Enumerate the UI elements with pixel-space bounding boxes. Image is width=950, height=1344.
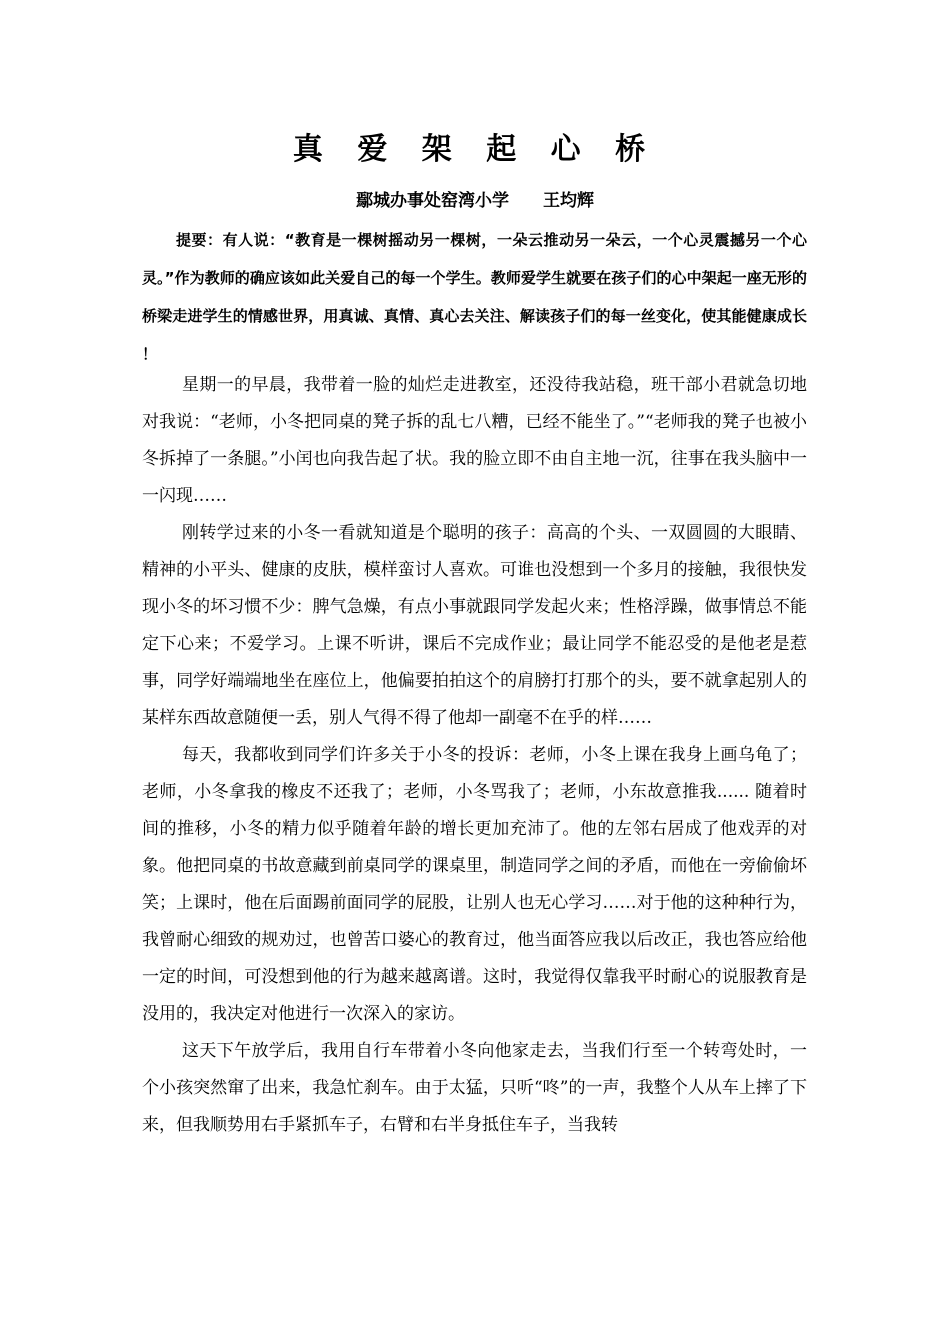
- author-line: [0, 188, 950, 214]
- document-title: 真 爱 架 起 心 桥: [292, 132, 658, 167]
- paragraph: 星期一的早晨，我带着一脸的灿烂走进教室，还没待我站稳，班干部小君就急切地对我说：“老师，小冬把同桌的凳子拆的乱七八糟，已经不能坐了。”“老师我的凳子也被小冬拆掉了一条腿。”小闰也向我告起了状。我的脸立即不由自主地一沉，往事在我头脑中一一闪现……: [142, 375, 807, 506]
- abstract: 提要：有人说：“教育是一棵树摇动另一棵树，一朵云推动另一朵云，一个心灵震撼另一个心灵。”作为教师的确应该如此关爱自己的每一个学生。教师爱学生就要在孩子们的心中架起一座无形的桥梁走进学生的情感世界，用真诚、真情、真心去关注、解读孩子们的每一丝变化，使其能健康成长 ！: [142, 231, 807, 363]
- article-body: [142, 367, 807, 1144]
- author-school: 鄢城办事处窑湾小学: [356, 191, 509, 211]
- paragraph: 刚转学过来的小冬一看就知道是个聪明的孩子：高高的个头、一双圆圆的大眼睛、精神的小平头、健康的皮肤，模样蛮讨人喜欢。可谁也没想到一个多月的接触，我很快发现小冬的坏习惯不少：脾气急燥，有点小事就跟同学发起火来；性格浮躁，做事情总不能定下心来；不爱学习。上课不听讲，课后不完成作业；最让同学不能忍受的是他老是惹事，同学好端端地坐在座位上，他偏要拍拍这个的肩膀打打那个的头，要不就拿起别人的某样东西故意随便一丢，别人气得不得了他却一副毫不在乎的样……: [142, 523, 807, 728]
- paragraph: 这天下午放学后，我用自行车带着小冬向他家走去，当我们行至一个转弯处时，一个小孩突然窜了出来，我急忙刹车。由于太猛，只听“咚”的一声，我整个人从车上摔了下来，但我顺势用右手紧抓车子，右臂和右半身抵住车子，当我转: [142, 1041, 807, 1135]
- paragraph: 每天，我都收到同学们许多关于小冬的投诉：老师，小冬上课在我身上画乌龟了；老师，小冬拿我的橡皮不还我了；老师，小冬骂我了；老师，小东故意推我...... 随着时间的推移，小冬的精力似乎随着年龄的增长更加充沛了。他的左邻右居成了他戏弄的对象。他把同桌的书故意藏到前桌同学的课桌里，制造同学之间的矛盾，而他在一旁偷偷坏笑；上课时，他在后面踢前面同学的屁股，让别人也无心学习……对于他的这种种行为，我曾耐心细致的规劝过，也曾苦口婆心的教育过，他当面答应我以后改正，我也答应给他一定的时间，可没想到他的行为越来越离谱。这时，我觉得仅靠我平时耐心的说服教育是没用的，我决定对他进行一次深入的家访。: [142, 745, 807, 1024]
- author-name: 王均辉: [543, 191, 594, 211]
